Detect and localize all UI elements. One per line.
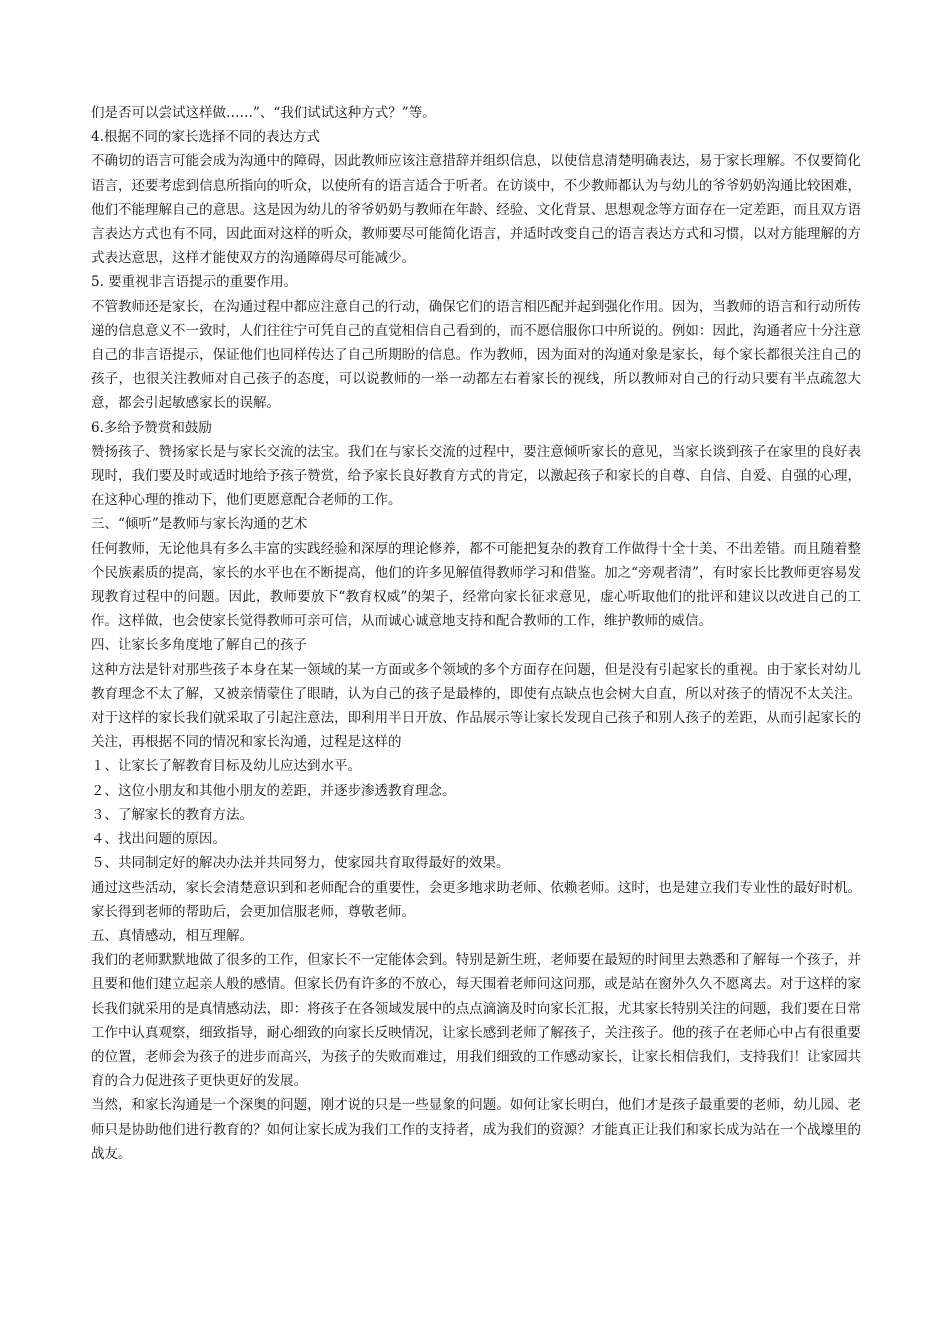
list-item-3: ３、了解家长的教育方法。 (91, 806, 253, 823)
paragraph-praise-encourage: 赞扬孩子、赞扬家长是与家长交流的法宝。我们在与家长交流的过程中，要注意倾听家长的意见，当家长谈到孩子在家里的良好表现时，我们要及时或适时地给予孩子赞赏，给予家长良好教育方式的肯定，以激起孩子和家长的自尊、自信、自爱、自强的心理，在这种心理的推动下，他们更愿意配合老师的工作。 (91, 443, 861, 509)
paragraph-conclusion: 当然，和家长沟通是一个深奥的问题，刚才说的只是一些显象的问题。如何让家长明白，他们才是孩子最重要的老师，幼儿园、老师只是协助他们进行教育的？如何让家长成为我们工作的支持者，成为我们的资源？才能真正让我们和家长成为站在一个战壕里的战友。 (91, 1097, 861, 1162)
heading-5-nonverbal-cues: 5. 要重视非言语提示的重要作用。 (91, 274, 298, 291)
list-item-5: ５、共同制定好的解决办法并共同努力，使家园共育取得最好的效果。 (91, 855, 510, 872)
paragraph-activities-result: 通过这些活动，家长会清楚意识到和老师配合的重要性，会更多地求助老师、依赖老师。这时，也是建立我们专业性的最好时机。家长得到老师的帮助后，会更加信服老师，尊敬老师。 (91, 879, 861, 920)
list-item-1: １、让家长了解教育目标及幼儿应达到水平。 (91, 758, 361, 775)
paragraph-nonverbal-cues: 不管教师还是家长，在沟通过程中都应注意自己的行动，确保它们的语言相匹配并起到强化作用。因为，当教师的语言和行动所传递的信息意义不一致时，人们往往宁可凭自己的直觉相信自己看到的，而不愿信服你口中所说的。例如：因此，沟通者应十分注意自己的非言语提示，保证他们也同样传达了自己所期盼的信息。作为教师，因为面对的沟通对象是家长，每个家长都很关注自己的孩子，也很关注教师对自己孩子的态度，可以说教师的一举一动都左右着家长的视线，所以教师对自己的行动只要有半点疏忽大意，都会引起敏感家长的误解。 (91, 298, 861, 412)
section-5-sincere-emotion: 五、真情感动，相互理解。 (91, 927, 253, 944)
paragraph-sincere-emotion: 我们的老师默默地做了很多的工作，但家长不一定能体会到。特别是新生班，老师要在最短的时间里去熟悉和了解每一个孩子，并且要和他们建立起亲人般的感情。但家长仍有许多的不放心，每天围着老师问这问那，或是站在窗外久久不愿离去。对于这样的家长我们就采用的是真情感动法，即：将孩子在各领域发展中的点点滴滴及时向家长汇报，尤其家长特别关注的问题，我们要在日常工作中认真观察，细致指导，耐心细致的向家长反映情况，让家长感到老师了解孩子，关注孩子。他的孩子在老师心中占有很重要的位置，老师会为孩子的进步而高兴，为孩子的失败而难过，用我们细致的工作感动家长，让家长相信我们，支持我们！让家园共育的合力促进孩子更快更好的发展。 (91, 952, 861, 1090)
list-item-4: ４、找出问题的原因。 (91, 831, 226, 848)
paragraph-expression-method: 不确切的语言可能会成为沟通中的障碍，因此教师应该注意措辞并组织信息，以使信息清楚明确表达，易于家长理解。不仅要简化语言，还要考虑到信息所指向的听众，以使所有的语言适合于听者。在访谈中，不少教师都认为与幼儿的爷爷奶奶沟通比较困难，他们不能理解自己的意思。这是因为幼儿的爷爷奶奶与教师在年龄、经验、文化背景、思想观念等方面存在一定差距，而且双方语言表达方式也有不同，因此面对这样的听众，教师要尽可能简化语言，并适时改变自己的语言表达方式和习惯，以对方能理解的方式表达意思，这样才能使双方的沟通障碍尽可能减少。 (91, 153, 861, 267)
list-item-2: ２、这位小朋友和其他小朋友的差距，并逐步渗透教育理念。 (91, 782, 456, 799)
heading-4-expression-method: 4.根据不同的家长选择不同的表达方式 (91, 129, 320, 146)
section-3-listening: 三、“倾听”是教师与家长沟通的艺术 (91, 516, 308, 533)
paragraph-understand-child: 这种方法是针对那些孩子本身在某一领域的某一方面或多个领域的多个方面存在问题，但是没有引起家长的重视。由于家长对幼儿教育理念不太了解，又被亲情蒙住了眼睛，认为自己的孩子是最棒的，即使有点缺点也会树大自直，所以对孩子的情况不太关注。对于这样的家长我们就采取了引起注意法，即利用半日开放、作品展示等让家长发现自己孩子和别人孩子的差距，从而引起家长的关注，再根据不同的情况和家长沟通，过程是这样的 (91, 661, 861, 751)
section-4-understand-child: 四、让家长多角度地了解自己的孩子 (91, 637, 307, 654)
paragraph-continuation: 们是否可以尝试这样做……”、“我们试试这种方式？”等。 (91, 105, 436, 121)
paragraph-listening: 任何教师，无论他具有多么丰富的实践经验和深厚的理论修养，都不可能把复杂的教育工作做得十全十美、不出差错。而且随着整个民族素质的提高，家长的水平也在不断提高，他们的许多见解值得教师学习和借鉴。加之“旁观者清”，有时家长比教师更容易发现教育过程中的问题。因此，教师要放下“教育权威”的架子，经常向家长征求意见，虚心听取他们的批评和建议以改进自己的工作。这样做，也会使家长觉得教师可亲可信，从而诚心诚意地支持和配合教师的工作，维护教师的威信。 (91, 540, 861, 630)
heading-6-praise-encourage: 6.多给予赞赏和鼓励 (91, 419, 212, 436)
